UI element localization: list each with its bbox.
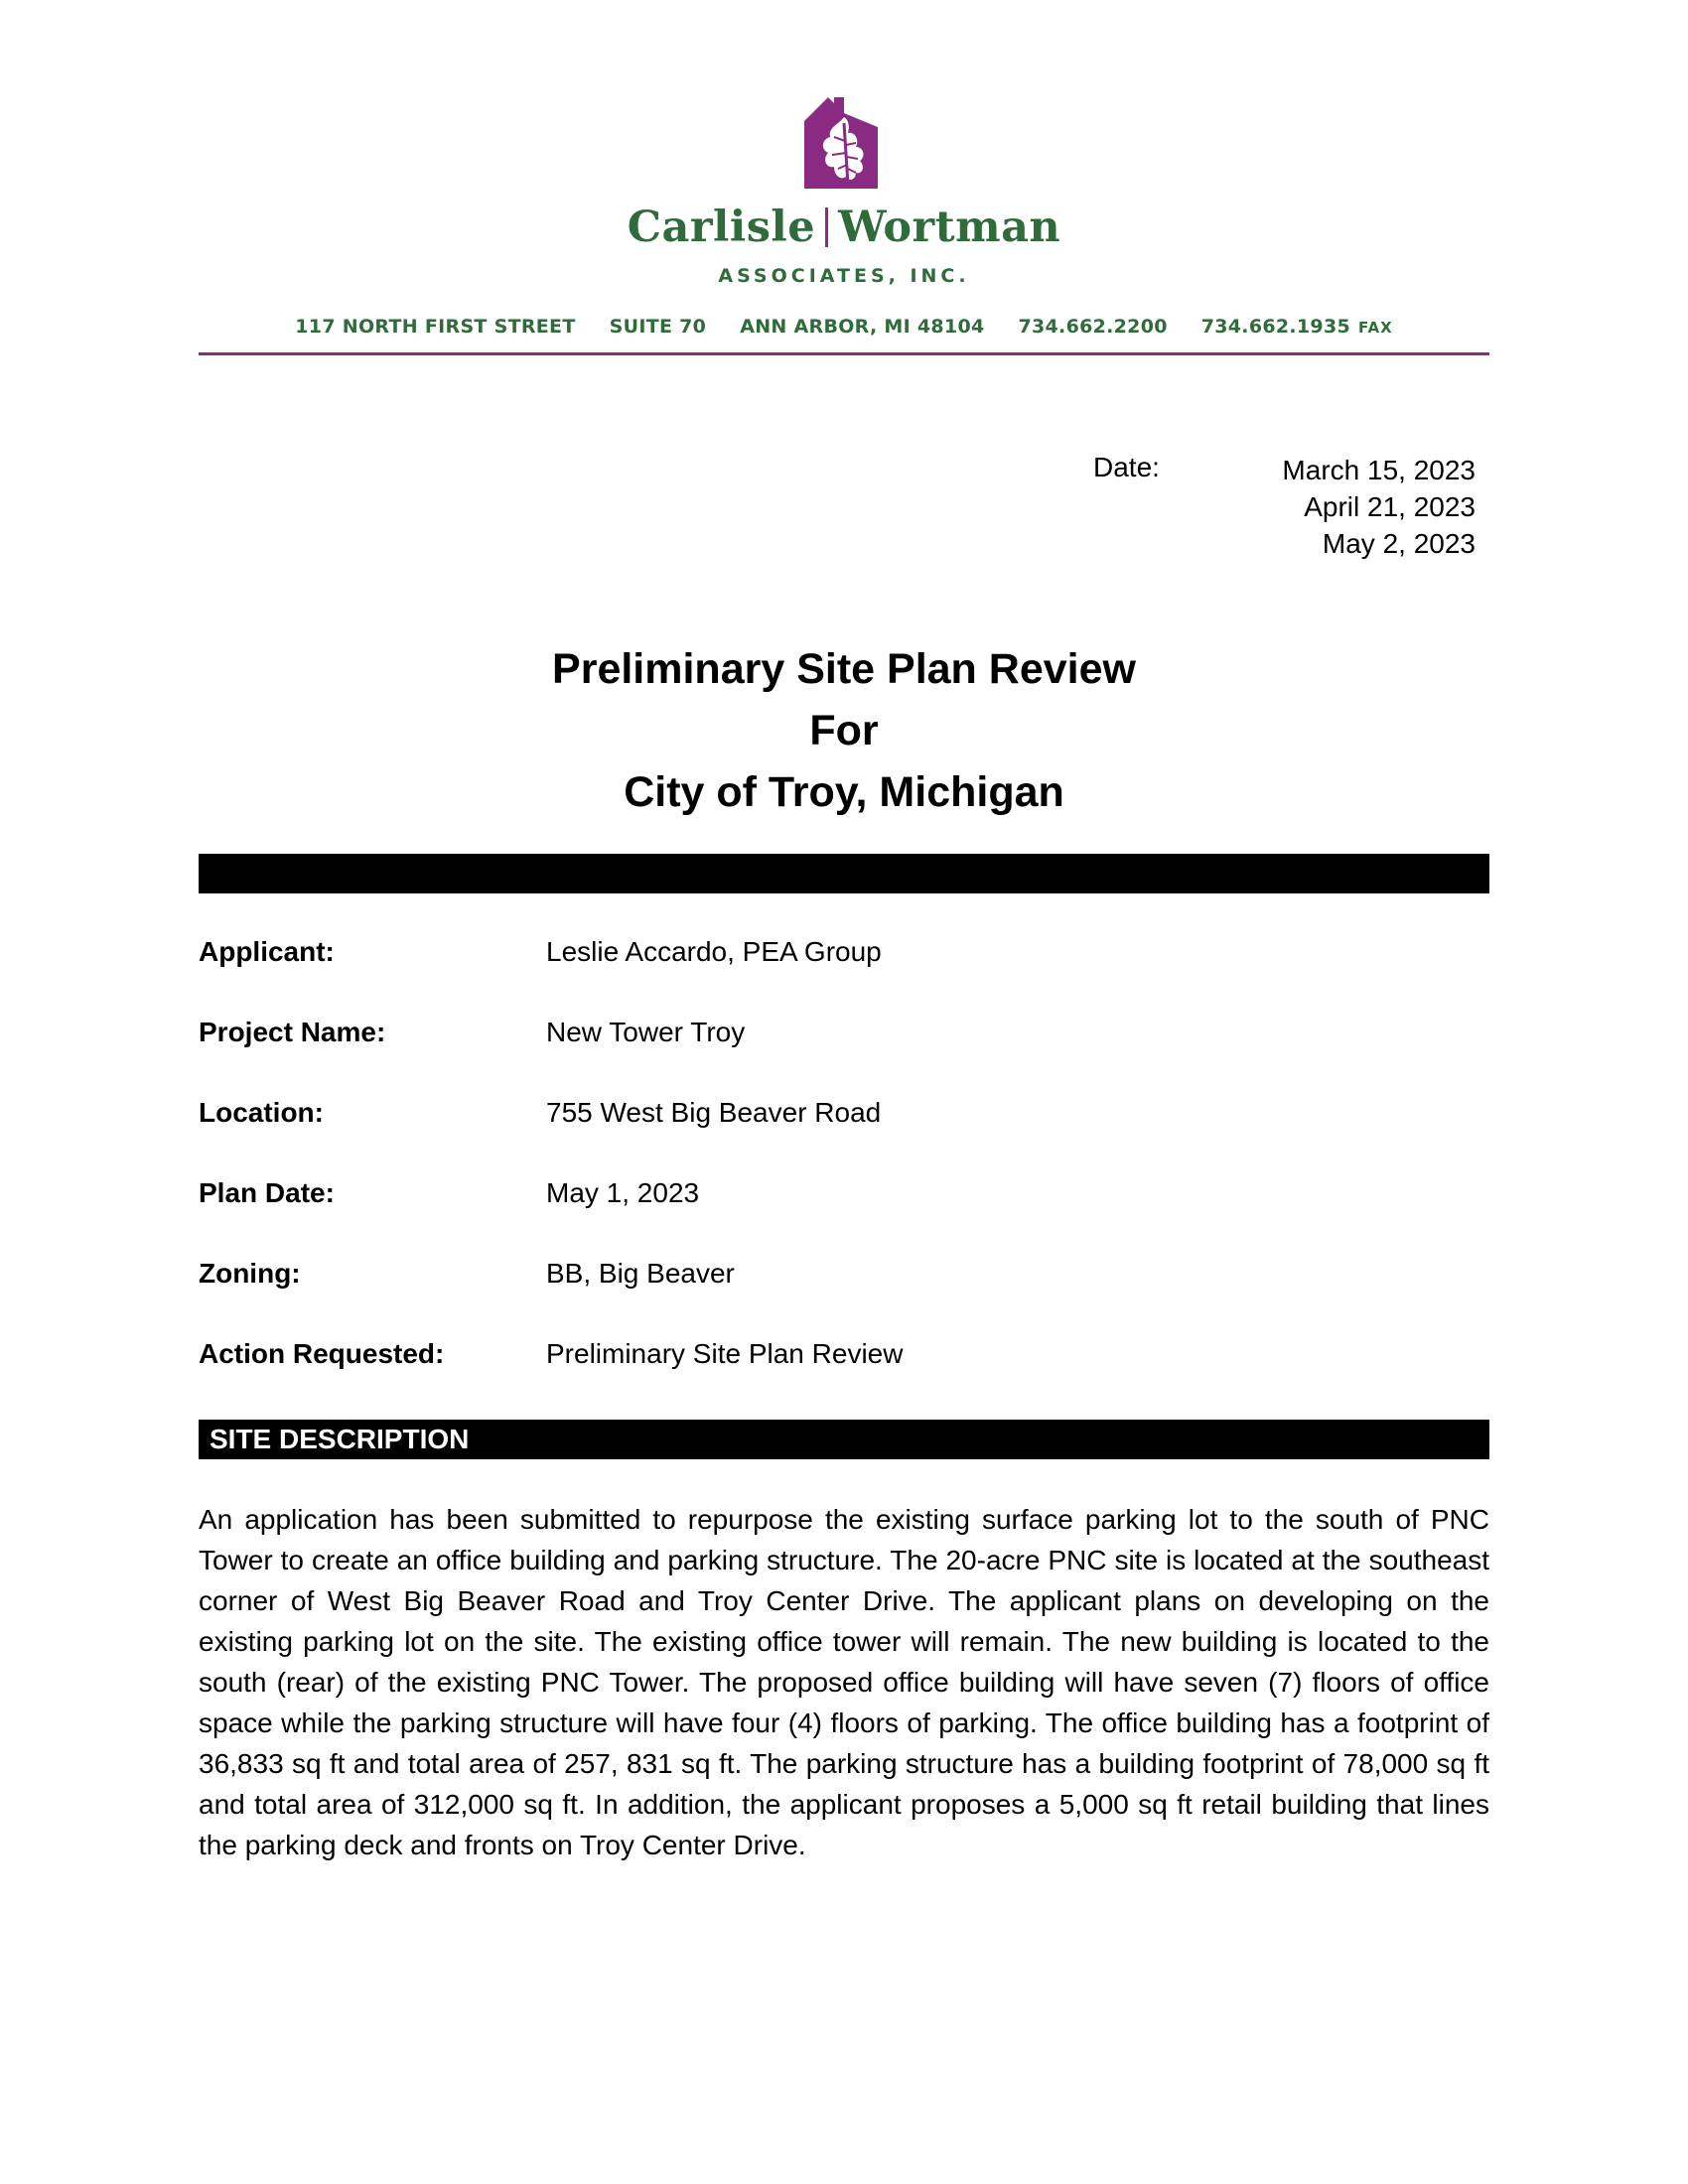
address-street: 117 NORTH FIRST STREET: [295, 316, 576, 338]
info-row-action-requested: [199, 1338, 1489, 1378]
info-row-applicant: [199, 936, 1489, 976]
address-suite: SUITE 70: [609, 316, 707, 338]
brand-divider: [825, 207, 828, 247]
date-item: March 15, 2023: [1282, 455, 1476, 485]
info-value: 755 West Big Beaver Road: [546, 1097, 882, 1128]
info-label: Zoning:: [199, 1258, 301, 1289]
info-value: Preliminary Site Plan Review: [546, 1338, 904, 1369]
info-row-plan-date: [199, 1177, 1489, 1217]
oak-leaf-house-logo-icon: [804, 97, 878, 189]
fax-number: 734.662.1935: [1200, 316, 1350, 338]
date-item: April 21, 2023: [1304, 491, 1476, 522]
title-separator-bar: [199, 854, 1489, 893]
info-row-zoning: [199, 1258, 1489, 1297]
document-title: [0, 638, 1688, 823]
section-header-site-description: SITE DESCRIPTION: [199, 1420, 1489, 1459]
brand-subtitle: ASSOCIATES, INC.: [718, 265, 970, 287]
letterhead-divider: [199, 352, 1489, 355]
letterhead-address: [199, 316, 1489, 338]
date-label: Date:: [1093, 452, 1160, 482]
info-label: Action Requested:: [199, 1338, 445, 1369]
info-row-project-name: [199, 1017, 1489, 1056]
title-line-1: Preliminary Site Plan Review: [552, 645, 1136, 693]
info-value: BB, Big Beaver: [546, 1258, 735, 1289]
date-item: May 2, 2023: [1322, 528, 1476, 559]
info-row-location: [199, 1097, 1489, 1137]
info-value: May 1, 2023: [546, 1177, 700, 1208]
info-label: Applicant:: [199, 936, 335, 967]
title-line-3: City of Troy, Michigan: [624, 768, 1064, 816]
info-label: Location:: [199, 1097, 324, 1128]
info-value: Leslie Accardo, PEA Group: [546, 936, 882, 967]
info-label: Project Name:: [199, 1017, 386, 1047]
brand-name-right: Wortman: [838, 203, 1061, 252]
address-phone: 734.662.2200: [1018, 316, 1168, 338]
title-line-2: For: [809, 707, 879, 754]
brand-name: [0, 203, 1688, 252]
date-list: [1282, 452, 1476, 562]
address-fax: [1201, 316, 1393, 338]
info-value: New Tower Troy: [546, 1017, 746, 1047]
site-description-paragraph: An application has been submitted to repurpose the existing surface parking lot to the south of PNC Tower to create an office building and parking structure. The 20-acre PNC site is located at the southeast corner of West Big Beaver Road and Troy Center Drive. The applicant plans on developing on the existing parking lot on the site. The existing office tower will remain. The new building is located to the south (rear) of the existing PNC Tower. The proposed office building will have seven (7) floors of office space while the parking structure will have four (4) floors of parking. The office building has a footprint of 36,833 sq ft and total area of 257, 831 sq ft. The parking structure has a building footprint of 78,000 sq ft and total area of 312,000 sq ft. In addition, the applicant proposes a 5,000 sq ft retail building that lines the parking deck and fronts on Troy Center Drive.: [199, 1504, 1489, 1860]
fax-label: FAX: [1358, 319, 1393, 337]
address-city: ANN ARBOR, MI 48104: [740, 316, 985, 338]
info-label: Plan Date:: [199, 1177, 335, 1208]
brand-name-left: Carlisle: [627, 203, 816, 252]
